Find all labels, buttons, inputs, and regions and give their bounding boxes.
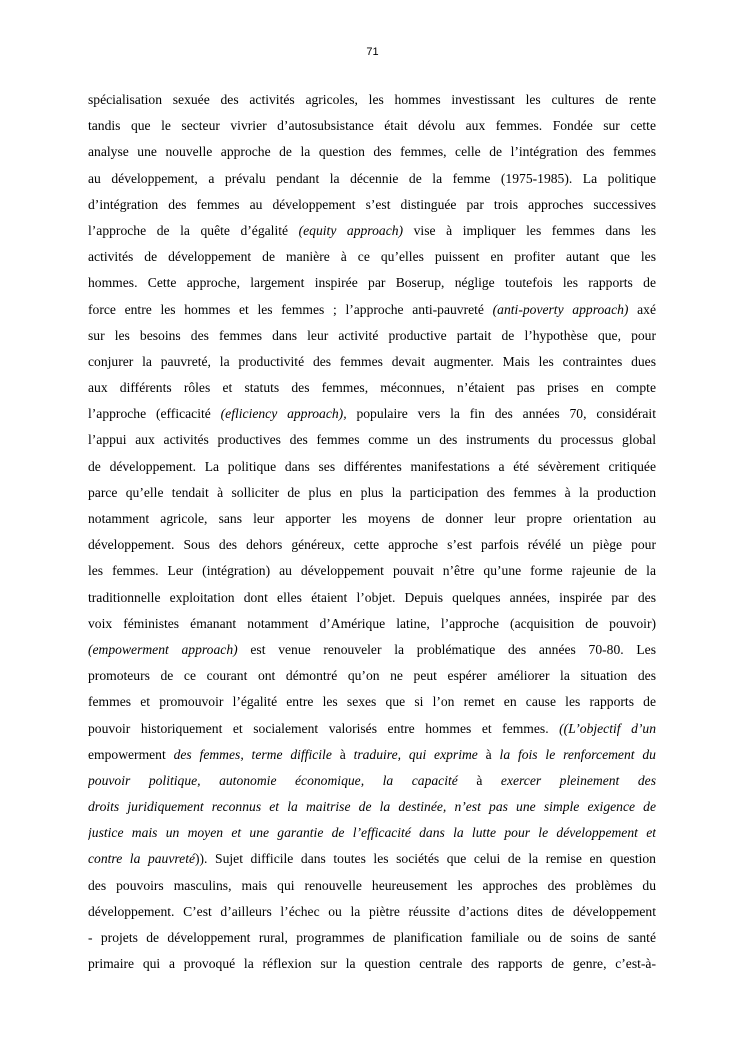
italic-text-segment: exercer pleinement des bbox=[500, 772, 656, 788]
text-segment: sur les besoins des femmes dans leur activité productive partait de l’hypothèse que, pour bbox=[88, 327, 656, 343]
text-segment: )). Sujet difficile dans toutes les sociétés que celui de la remise en question bbox=[195, 851, 656, 867]
text-line bbox=[88, 873, 656, 899]
text-segment: l’appui aux activités productives des femmes comme un des instruments du processus global bbox=[88, 432, 656, 448]
text-segment: empowerment bbox=[88, 746, 174, 762]
text-line bbox=[88, 689, 656, 715]
text-segment: axé bbox=[628, 301, 656, 317]
italic-text-segment: contre la pauvreté bbox=[88, 851, 195, 867]
italic-text-segment: justice mais un moyen et une garantie de l’efficacité dans la lutte pour le développement et bbox=[88, 825, 656, 841]
text-segment: spécialisation sexuée des activités agricoles, les hommes investissant les cultures de rente bbox=[88, 92, 656, 107]
text-line bbox=[88, 899, 656, 925]
italic-text-segment: (empowerment approach) bbox=[88, 641, 238, 657]
text-line bbox=[88, 139, 656, 165]
text-segment: à bbox=[331, 746, 354, 762]
text-segment: est venue renouveler la problématique des années 70-80. Les bbox=[237, 641, 656, 657]
text-segment: les femmes. Leur (intégration) au développement pouvait n’être qu’une forme rajeunie de la bbox=[88, 563, 656, 579]
text-line bbox=[88, 349, 656, 375]
text-line bbox=[88, 768, 656, 794]
text-line bbox=[88, 611, 656, 637]
text-line bbox=[88, 244, 656, 270]
text-line bbox=[88, 716, 656, 742]
text-segment: des pouvoirs masculins, mais qui renouvelle heureusement les approches des problèmes du bbox=[88, 877, 656, 893]
text-line bbox=[88, 846, 656, 872]
text-line bbox=[88, 532, 656, 558]
text-line bbox=[88, 401, 656, 427]
text-segment: promoteurs de ce courant ont démontré qu’on ne peut espérer améliorer la situation des bbox=[88, 668, 656, 684]
text-line bbox=[88, 794, 656, 820]
text-segment: l’approche (efficacité bbox=[88, 406, 221, 422]
text-segment: voix féministes émanant notamment d’Amérique latine, l’approche (acquisition de pouvoir) bbox=[88, 615, 656, 631]
text-line bbox=[88, 166, 656, 192]
text-segment: développement. Sous des dehors généreux, cette approche s’est parfois révélé un piège pour bbox=[88, 537, 656, 553]
italic-text-segment: des femmes, terme difficile bbox=[173, 746, 332, 762]
italic-text-segment: droits juridiquement reconnus et la maitrise de la destinée, n’est pas une simple exigence de bbox=[88, 799, 656, 815]
text-segment: l’approche de la quête d’égalité bbox=[88, 222, 299, 238]
text-line bbox=[88, 480, 656, 506]
text-segment: femmes et promouvoir l’égalité entre les sexes que si l’on remet en cause les rapports de bbox=[88, 694, 656, 710]
text-line bbox=[88, 925, 656, 951]
text-line bbox=[88, 192, 656, 218]
text-line bbox=[88, 637, 656, 663]
italic-text-segment: pouvoir politique, autonomie économique, la capacité bbox=[88, 772, 458, 788]
text-segment: traditionnelle exploitation dont elles étaient l’objet. Depuis quelques années, inspirée par des bbox=[88, 589, 656, 605]
text-segment: tandis que le secteur vivrier d’autosubsistance était dévolu aux femmes. Fondée sur cette bbox=[88, 118, 656, 134]
italic-text-segment: la fois le renforcement du bbox=[499, 746, 656, 762]
text-line bbox=[88, 951, 656, 977]
text-segment: à bbox=[477, 746, 500, 762]
text-line bbox=[88, 454, 656, 480]
text-line bbox=[88, 270, 656, 296]
text-line bbox=[88, 297, 656, 323]
text-segment: notamment agricole, sans leur apporter les moyens de donner leur propre orientation au bbox=[88, 511, 656, 526]
italic-text-segment: (equity approach) bbox=[298, 222, 404, 238]
text-segment: à bbox=[457, 772, 501, 788]
text-segment: hommes. Cette approche, largement inspirée par Boserup, néglige toutefois les rapports de bbox=[88, 275, 656, 291]
text-segment: de développement. La politique dans ses différentes manifestations a été sévèrement critiquée bbox=[88, 458, 656, 474]
text-line bbox=[88, 820, 656, 846]
text-segment: primaire qui a provoqué la réflexion sur la question centrale des rapports de genre, c’est-à- bbox=[88, 956, 656, 972]
italic-text-segment: (anti-poverty approach) bbox=[492, 301, 629, 317]
page-number: 71 bbox=[366, 46, 379, 58]
italic-text-segment: (efliciency approach), bbox=[220, 406, 347, 422]
text-line bbox=[88, 427, 656, 453]
text-segment: pouvoir historiquement et socialement valorisés entre hommes et femmes. bbox=[88, 720, 560, 736]
text-segment: parce qu’elle tendait à solliciter de plus en plus la participation des femmes à la production bbox=[88, 484, 656, 500]
text-line bbox=[88, 375, 656, 401]
italic-text-segment: traduire, qui exprime bbox=[353, 746, 478, 762]
text-segment: développement. C’est d’ailleurs l’échec ou la piètre réussite d’actions dites de développement bbox=[88, 903, 656, 919]
text-segment: - projets de développement rural, programmes de planification familiale ou de soins de santé bbox=[88, 930, 656, 945]
italic-text-segment: ((L’objectif d’un bbox=[559, 720, 656, 736]
text-segment: populaire vers la fin des années 70, considérait bbox=[346, 406, 656, 422]
text-line bbox=[88, 558, 656, 584]
text-line bbox=[88, 218, 656, 244]
text-line bbox=[88, 113, 656, 139]
text-segment: vise à impliquer les femmes dans les bbox=[403, 222, 656, 238]
text-segment: au développement, a prévalu pendant la décennie de la femme (1975-1985). La politique bbox=[88, 170, 656, 186]
text-segment: d’intégration des femmes au développement s’est distinguée par trois approches successives bbox=[88, 196, 656, 212]
text-segment: conjurer la pauvreté, la productivité des femmes devait augmenter. Mais les contraintes dues bbox=[88, 353, 656, 369]
text-line bbox=[88, 87, 656, 113]
text-segment: aux différents rôles et statuts des femmes, méconnues, n’étaient pas prises en compte bbox=[88, 380, 656, 396]
text-segment: force entre les hommes et les femmes ; l’approche anti-pauvreté bbox=[88, 301, 493, 317]
text-line bbox=[88, 323, 656, 349]
text-line bbox=[88, 585, 656, 611]
body-paragraph bbox=[88, 87, 656, 977]
text-segment: analyse une nouvelle approche de la question des femmes, celle de l’intégration des femmes bbox=[88, 144, 656, 160]
text-line bbox=[88, 742, 656, 768]
text-line bbox=[88, 663, 656, 689]
text-segment: activités de développement de manière à ce qu’elles puissent en profiter autant que les bbox=[88, 249, 656, 265]
text-line bbox=[88, 506, 656, 532]
